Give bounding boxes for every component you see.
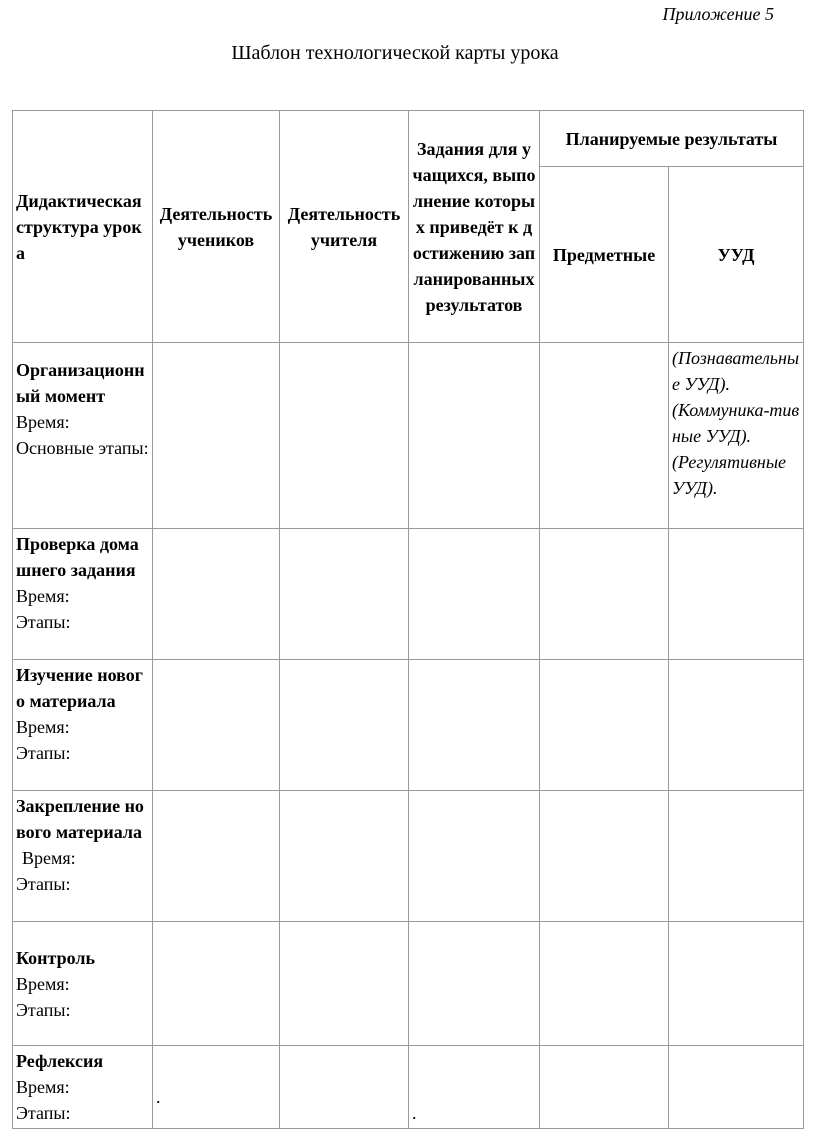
students-activity-cell[interactable] [153,922,280,1046]
stage-steps-label: Этапы: [16,874,71,894]
uud-cell[interactable] [669,660,804,791]
stage-steps-label: Основные этапы: [16,438,149,458]
students-activity-cell[interactable] [153,529,280,660]
students-activity-cell[interactable] [153,660,280,791]
uud-cell[interactable] [669,343,804,529]
teacher-activity-cell[interactable] [280,529,409,660]
teacher-activity-cell[interactable] [280,1046,409,1129]
stage-time-label: Время: [16,586,70,606]
header-students-activity: Деятельность учеников [153,111,280,343]
stage-cell [13,791,153,922]
stage-cell [13,1046,153,1129]
subject-results-cell[interactable] [540,343,669,529]
teacher-activity-cell[interactable] [280,343,409,529]
header-subject-results: Предметные [540,167,669,343]
header-planned-results: Планируемые результаты [540,111,804,167]
subject-results-cell[interactable] [540,922,669,1046]
stage-steps-label: Этапы: [16,612,71,632]
header-didactic-structure: Дидактическая структура урока [13,111,153,343]
subject-results-cell[interactable] [540,791,669,922]
tasks-cell[interactable] [409,1046,540,1129]
teacher-activity-cell[interactable] [280,922,409,1046]
stage-name: Проверка домашнего задания [16,534,139,580]
stage-name: Организационный момент [16,360,145,406]
table-row [13,1046,804,1129]
uud-cell[interactable] [669,922,804,1046]
stage-time-label: Время: [16,1077,70,1097]
stage-time-label: Время: [16,717,70,737]
stage-cell [13,660,153,791]
stage-cell [13,529,153,660]
teacher-activity-cell[interactable] [280,660,409,791]
stage-name: Рефлексия [16,1051,104,1071]
table-row [13,660,804,791]
uud-cell[interactable] [669,791,804,922]
header-teacher-activity: Деятельность учителя [280,111,409,343]
cell-mark: . [412,1103,417,1123]
stage-name: Закрепление нового материала [16,796,144,842]
stage-time-label: Время: [22,848,76,868]
stage-name: Изучение нового материала [16,665,143,711]
stage-time-label: Время: [16,412,70,432]
stage-cell [13,922,153,1046]
header-row-1 [13,111,804,167]
tasks-cell[interactable] [409,343,540,529]
tasks-cell[interactable] [409,922,540,1046]
students-activity-cell[interactable] [153,791,280,922]
students-activity-cell[interactable] [153,343,280,529]
table-row [13,922,804,1046]
uud-communicative: (Коммуника-тивные УУД). [672,400,800,446]
lesson-map-table [12,110,804,1129]
header-uud: УУД [669,167,804,343]
table-row [13,529,804,660]
uud-cell[interactable] [669,1046,804,1129]
tasks-cell[interactable] [409,529,540,660]
stage-time-label: Время: [16,973,70,994]
subject-results-cell[interactable] [540,1046,669,1129]
uud-cell[interactable] [669,529,804,660]
stage-steps-label: Этапы: [16,999,71,1020]
tasks-cell[interactable] [409,660,540,791]
tasks-cell[interactable] [409,791,540,922]
stage-cell [13,343,153,529]
stage-steps-label: Этапы: [16,743,71,763]
header-tasks: Задания для учащихся, выполнение которых приведёт к достижению запланированных результатов [409,111,540,343]
teacher-activity-cell[interactable] [280,791,409,922]
uud-cognitive: (Познавательные УУД). [672,348,800,394]
stage-name: Контроль [16,947,95,968]
uud-regulatory: (Регулятивные УУД). [672,452,786,498]
students-activity-cell[interactable] [153,1046,280,1129]
subject-results-cell[interactable] [540,660,669,791]
appendix-label: Приложение 5 [662,4,774,24]
table-row [13,791,804,922]
document-title: Шаблон технологической карты урока [231,42,559,64]
table-row [13,343,804,529]
stage-steps-label: Этапы: [16,1103,71,1123]
cell-mark: . [156,1087,161,1107]
subject-results-cell[interactable] [540,529,669,660]
